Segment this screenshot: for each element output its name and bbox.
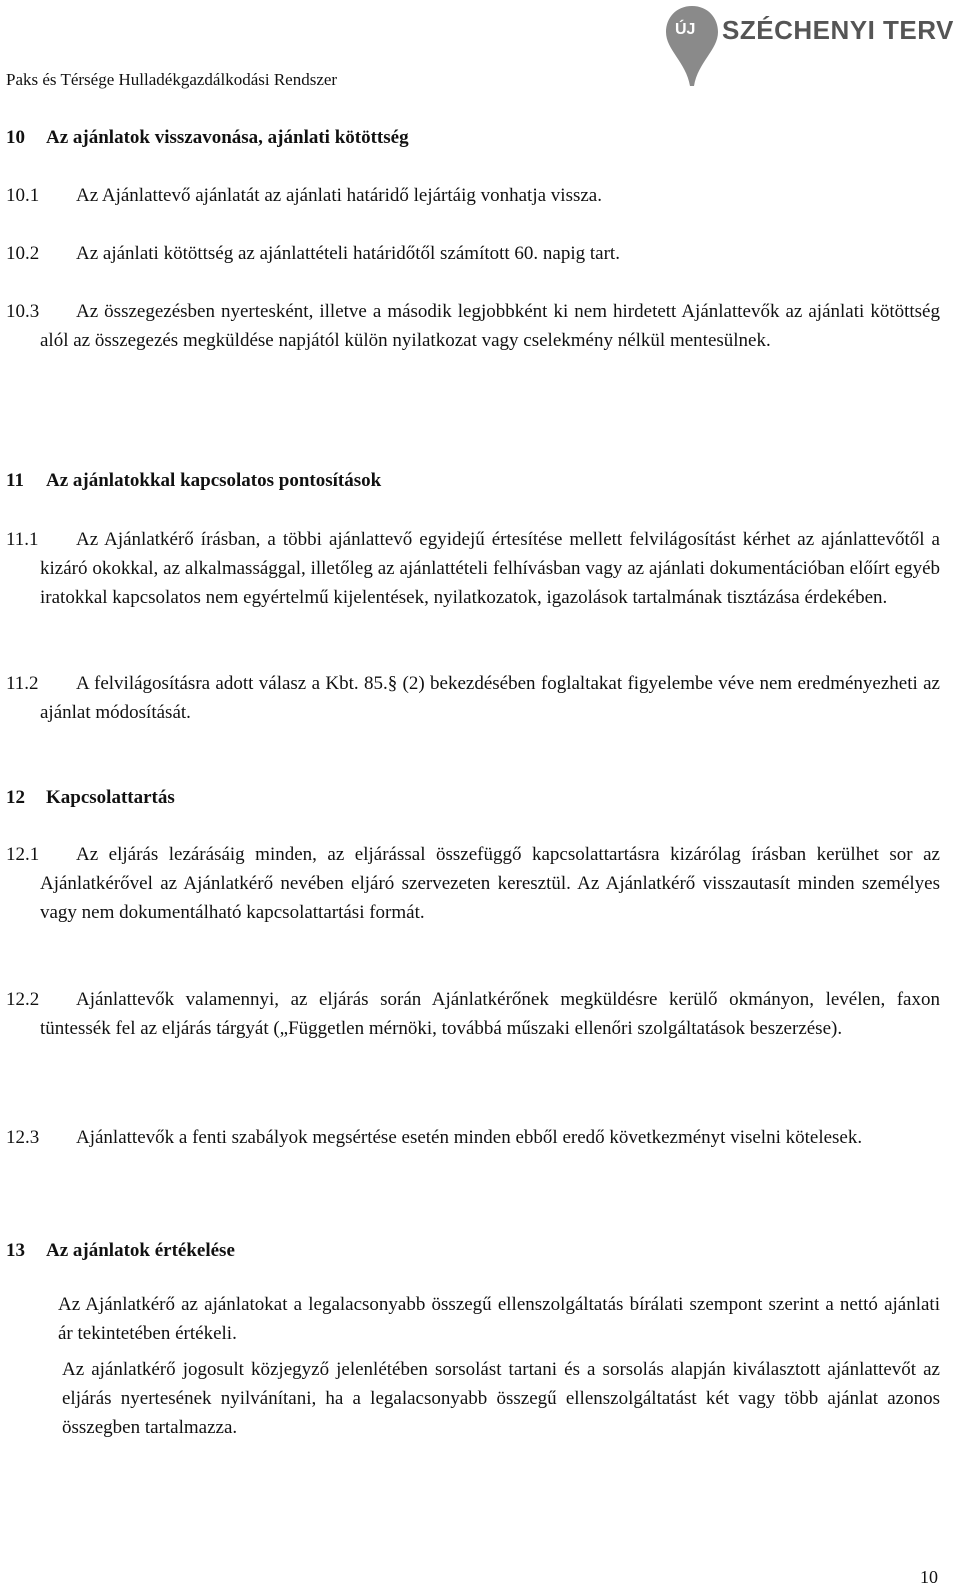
item-number: 10.3 [6, 301, 40, 322]
item-text: Az összegezésben nyertesként, illetve a második legjobbként ki nem hirdetett Ajánlattevők az ajánlati kötöttség alól az összegezés megküldése napjától külön nyilatkozat vagy cselekmény nélkül mentesülnek. [40, 301, 940, 351]
section-number: 11 [6, 470, 24, 491]
item-text: Ajánlattevők valamennyi, az eljárás során Ajánlatkérőnek megküldésre kerülő okmányon, levélen, faxon tüntessék fel az eljárás tárgyát („Független mérnöki, továbbá műszaki ellenőri szolgáltatások beszerzése). [40, 989, 940, 1039]
item-text: Az Ajánlatkérő írásban, a többi ajánlattevő egyidejű értesítése mellett felvilágosítást kérhet az ajánlattevőtől a kizáró okokkal, az alkalmassággal, illetőleg az ajánlattételi felhívásban vagy az ajánlati dokumentációban előírt egyéb iratokkal kapcsolatos nem egyértelmű kijelentések, nyilatkozatok, igazolások tartalmának tisztázása érdekében. [40, 529, 940, 608]
item-12-1 [6, 840, 940, 927]
item-text: Az eljárás lezárásáig minden, az eljárással összefüggő kapcsolattartásra kizárólag írásban kerülhet sor az Ajánlatkérővel az Ajánlatkérő nevében eljáró szervezeten keresztül. Az Ajánlatkérő visszautasít minden személyes vagy nem dokumentálható kapcsolattartási formát. [40, 844, 940, 923]
item-11-2 [6, 669, 940, 727]
item-text: Az Ajánlattevő ajánlatát az ajánlati határidő lejártáig vonhatja vissza. [76, 185, 602, 206]
item-number: 12.2 [6, 989, 40, 1010]
item-10-2 [6, 239, 940, 268]
item-number: 11.1 [6, 529, 39, 550]
item-10-3 [6, 297, 940, 355]
item-text: Az ajánlati kötöttség az ajánlattételi határidőtől számított 60. napig tart. [76, 243, 620, 264]
section-title: Kapcsolattartás [46, 787, 175, 808]
item-12-3 [6, 1123, 940, 1152]
item-number: 10.2 [6, 243, 40, 264]
paragraph-13-2: Az ajánlatkérő jogosult közjegyző jelenlétében sorsolást tartani és a sorsolás alapján kiválasztott ajánlattevőt az eljárás nyertesének nyilvánítani, ha a legalacsonyabb összegű ellenszolgáltatást két vagy több ajánlat azonos összegben tartalmazza. [62, 1359, 940, 1438]
org-name: Paks és Térsége Hulladékgazdálkodási Rendszer [6, 70, 338, 89]
section-number: 10 [6, 127, 25, 148]
item-text: Ajánlattevők a fenti szabályok megsértése esetén minden ebből eredő következményt viselni kötelesek. [76, 1127, 863, 1148]
logo-uj-text: ÚJ [675, 21, 696, 38]
section-number: 13 [6, 1240, 25, 1261]
szechenyi-terv-logo [664, 2, 954, 92]
item-number: 12.3 [6, 1127, 40, 1148]
section-title: Az ajánlatok visszavonása, ajánlati kötöttség [46, 127, 409, 148]
page-number: 10 [920, 1567, 938, 1587]
item-number: 10.1 [6, 185, 40, 206]
section-title: Az ajánlatok értékelése [46, 1240, 235, 1261]
logo-text: SZÉCHENYI TERV [722, 15, 954, 45]
logo-pin-icon [664, 2, 720, 90]
item-text: A felvilágosításra adott válasz a Kbt. 85.§ (2) bekezdésében foglaltakat figyelembe véve nem eredményezheti az ajánlat módosítását. [40, 673, 940, 723]
paragraph-13-1: Az Ajánlatkérő az ajánlatokat a legalacsonyabb összegű ellenszolgáltatás bírálati szempont szerint a nettó ajánlati ár tekintetében értékeli. [58, 1294, 940, 1344]
section-title: Az ajánlatokkal kapcsolatos pontosítások [46, 470, 382, 491]
section-number: 12 [6, 787, 25, 808]
item-number: 11.2 [6, 673, 39, 694]
item-12-2 [6, 985, 940, 1043]
item-11-1 [6, 525, 940, 612]
item-10-1 [6, 181, 940, 210]
item-number: 12.1 [6, 844, 40, 865]
